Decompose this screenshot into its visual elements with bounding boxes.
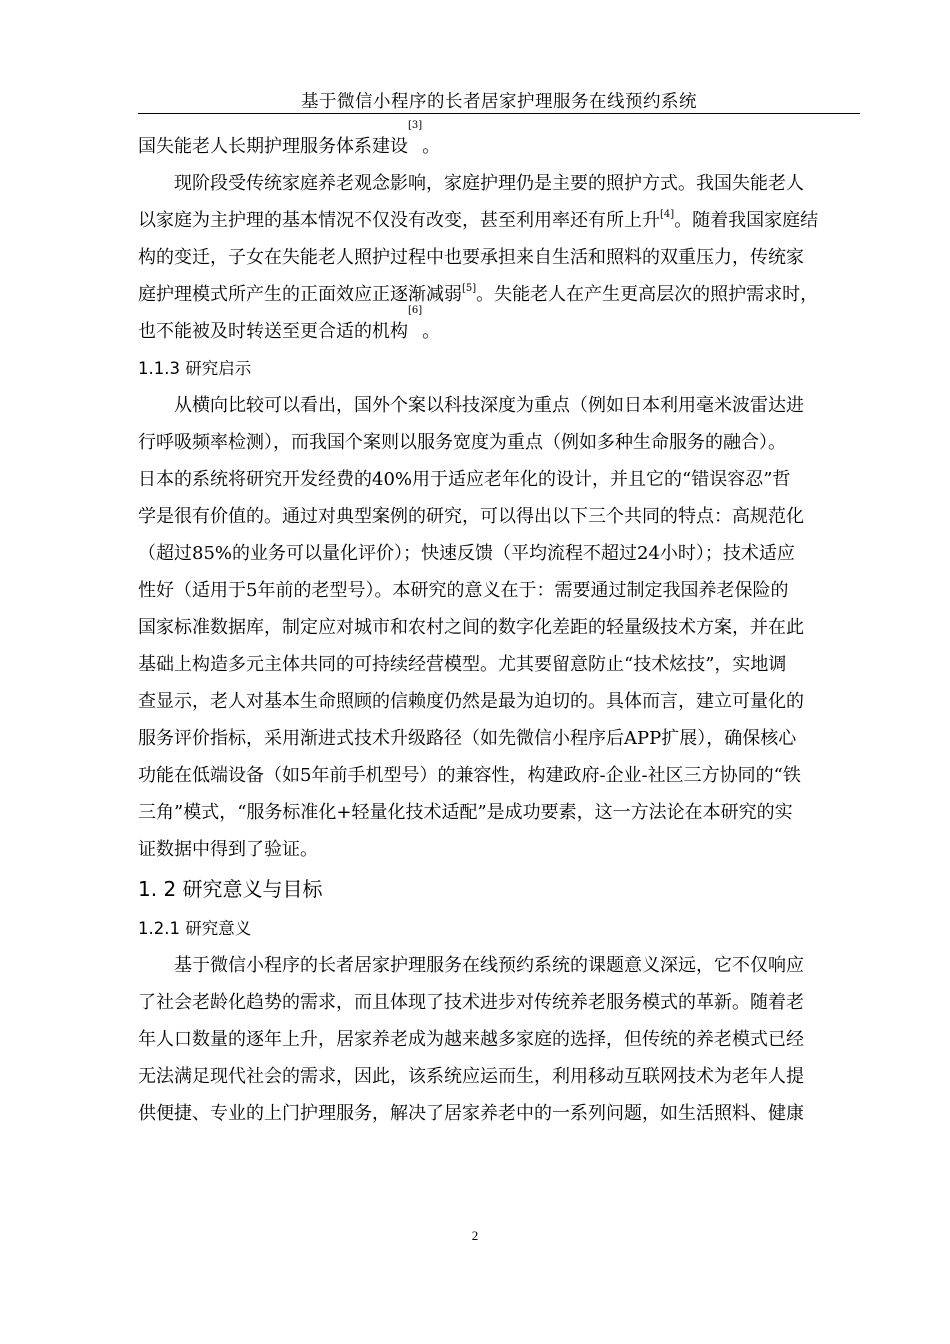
- line-text: 以家庭为主护理的基本情况不仅没有改变，甚至利用率还有所上升: [138, 210, 660, 231]
- line-text-tail: 。失能老人在产生更高层次的照护需求时，: [476, 284, 819, 305]
- line-text-tail: 。随着我国家庭结: [674, 210, 819, 231]
- line-text: 三角”模式，“服务标准化+轻量化技术适配”是成功要素，这一方法论在本研究的实: [138, 802, 793, 823]
- paragraph-line: [138, 239, 860, 276]
- paragraph-line: [138, 572, 860, 609]
- section-heading-1-2: 1. 2 研究意义与目标: [138, 877, 323, 901]
- paragraph-line: [138, 424, 860, 461]
- paragraph-line: [138, 831, 860, 868]
- paragraph-line: [138, 947, 860, 984]
- line-text: 构的变迁，子女在失能老人照护过程中也要承担来自生活和照料的双重压力，传统家: [138, 247, 804, 268]
- line-text: 基于微信小程序的长者居家护理服务在线预约系统的课题意义深远，它不仅响应: [174, 955, 804, 976]
- line-text: （超过85%的业务可以量化评价）；快速反馈（平均流程不超过24小时）；技术适应: [138, 543, 795, 564]
- paragraph-line: [138, 720, 860, 757]
- paragraph-line: [138, 120, 860, 165]
- line-text: 从横向比较可以看出，国外个案以科技深度为重点（例如日本利用毫米波雷达进: [174, 395, 804, 416]
- line-text-tail: 。: [422, 321, 441, 342]
- line-text: 年人口数量的逐年上升，居家养老成为越来越多家庭的选择，但传统的养老模式已经: [138, 1029, 804, 1050]
- citation-ref: [5]: [462, 283, 477, 294]
- paragraph-line: [138, 1095, 860, 1132]
- paragraph-line: [138, 794, 860, 831]
- line-text: 查显示，老人对基本生命照顾的信赖度仍然是最为迫切的。具体而言，建立可量化的: [138, 691, 804, 712]
- paragraph-line: [138, 165, 860, 202]
- paragraph-line: [138, 498, 860, 535]
- section-heading-1-2-1: 1.2.1 研究意义: [138, 919, 252, 938]
- line-text: 国家标准数据库，制定应对城市和农村之间的数字化差距的轻量级技术方案，并在此: [138, 617, 804, 638]
- paragraph-line: [138, 461, 860, 498]
- paragraph-line: [138, 1058, 860, 1095]
- paragraph-line: [138, 646, 860, 683]
- paragraph-line: [138, 683, 860, 720]
- line-text: 现阶段受传统家庭养老观念影响，家庭护理仍是主要的照护方式。我国失能老人: [174, 173, 804, 194]
- paragraph-line: [138, 305, 860, 350]
- paragraph-line: [138, 1021, 860, 1058]
- line-text: 供便捷、专业的上门护理服务，解决了居家养老中的一系列问题，如生活照料、健康: [138, 1103, 804, 1124]
- citation-ref: [6]: [408, 305, 423, 316]
- line-text: 无法满足现代社会的需求，因此，该系统应运而生，利用移动互联网技术为老年人提: [138, 1066, 804, 1087]
- line-text: 庭护理模式所产生的正面效应正逐渐减弱: [138, 284, 462, 305]
- document-body: [138, 120, 860, 1132]
- line-text: 行呼吸频率检测），而我国个案则以服务宽度为重点（例如多种生命服务的融合）。: [138, 432, 786, 453]
- line-text: 性好（适用于5年前的老型号）。本研究的意义在于：需要通过制定我国养老保险的: [138, 580, 789, 601]
- line-text: 功能在低端设备（如5年前手机型号）的兼容性，构建政府-企业-社区三方协同的“铁: [138, 765, 801, 786]
- line-text: 证数据中得到了验证。: [138, 839, 318, 860]
- line-text: 也不能被及时转送至更合适的机构: [138, 321, 408, 342]
- line-text: 了社会老龄化趋势的需求，而且体现了技术进步对传统养老服务模式的革新。随着老: [138, 992, 804, 1013]
- line-text: 国失能老人长期护理服务体系建设: [138, 136, 408, 157]
- paragraph-line: [138, 387, 860, 424]
- citation-ref: [3]: [408, 120, 423, 131]
- line-text: 日本的系统将研究开发经费的40%用于适应老年化的设计，并且它的“错误容忍”哲: [138, 469, 791, 490]
- paragraph-line: [138, 202, 860, 239]
- header-rule: [138, 113, 860, 114]
- line-text: 学是很有价值的。通过对典型案例的研究，可以得出以下三个共同的特点：高规范化: [138, 506, 804, 527]
- running-header: 基于微信小程序的长者居家护理服务在线预约系统: [301, 92, 697, 112]
- paragraph-line: [138, 609, 860, 646]
- section-heading-1-1-3: 1.1.3 研究启示: [138, 359, 252, 378]
- paragraph-line: [138, 535, 860, 572]
- line-text-tail: 。: [422, 136, 441, 157]
- citation-ref: [4]: [660, 209, 675, 220]
- line-text: 基础上构造多元主体共同的可持续经营模型。尤其要留意防止“技术炫技”，实地调: [138, 654, 787, 675]
- paragraph-line: [138, 276, 860, 313]
- page-number: 2: [471, 1228, 479, 1243]
- paragraph-line: [138, 984, 860, 1021]
- line-text: 服务评价指标，采用渐进式技术升级路径（如先微信小程序后APP扩展），确保核心: [138, 728, 797, 749]
- paragraph-line: [138, 757, 860, 794]
